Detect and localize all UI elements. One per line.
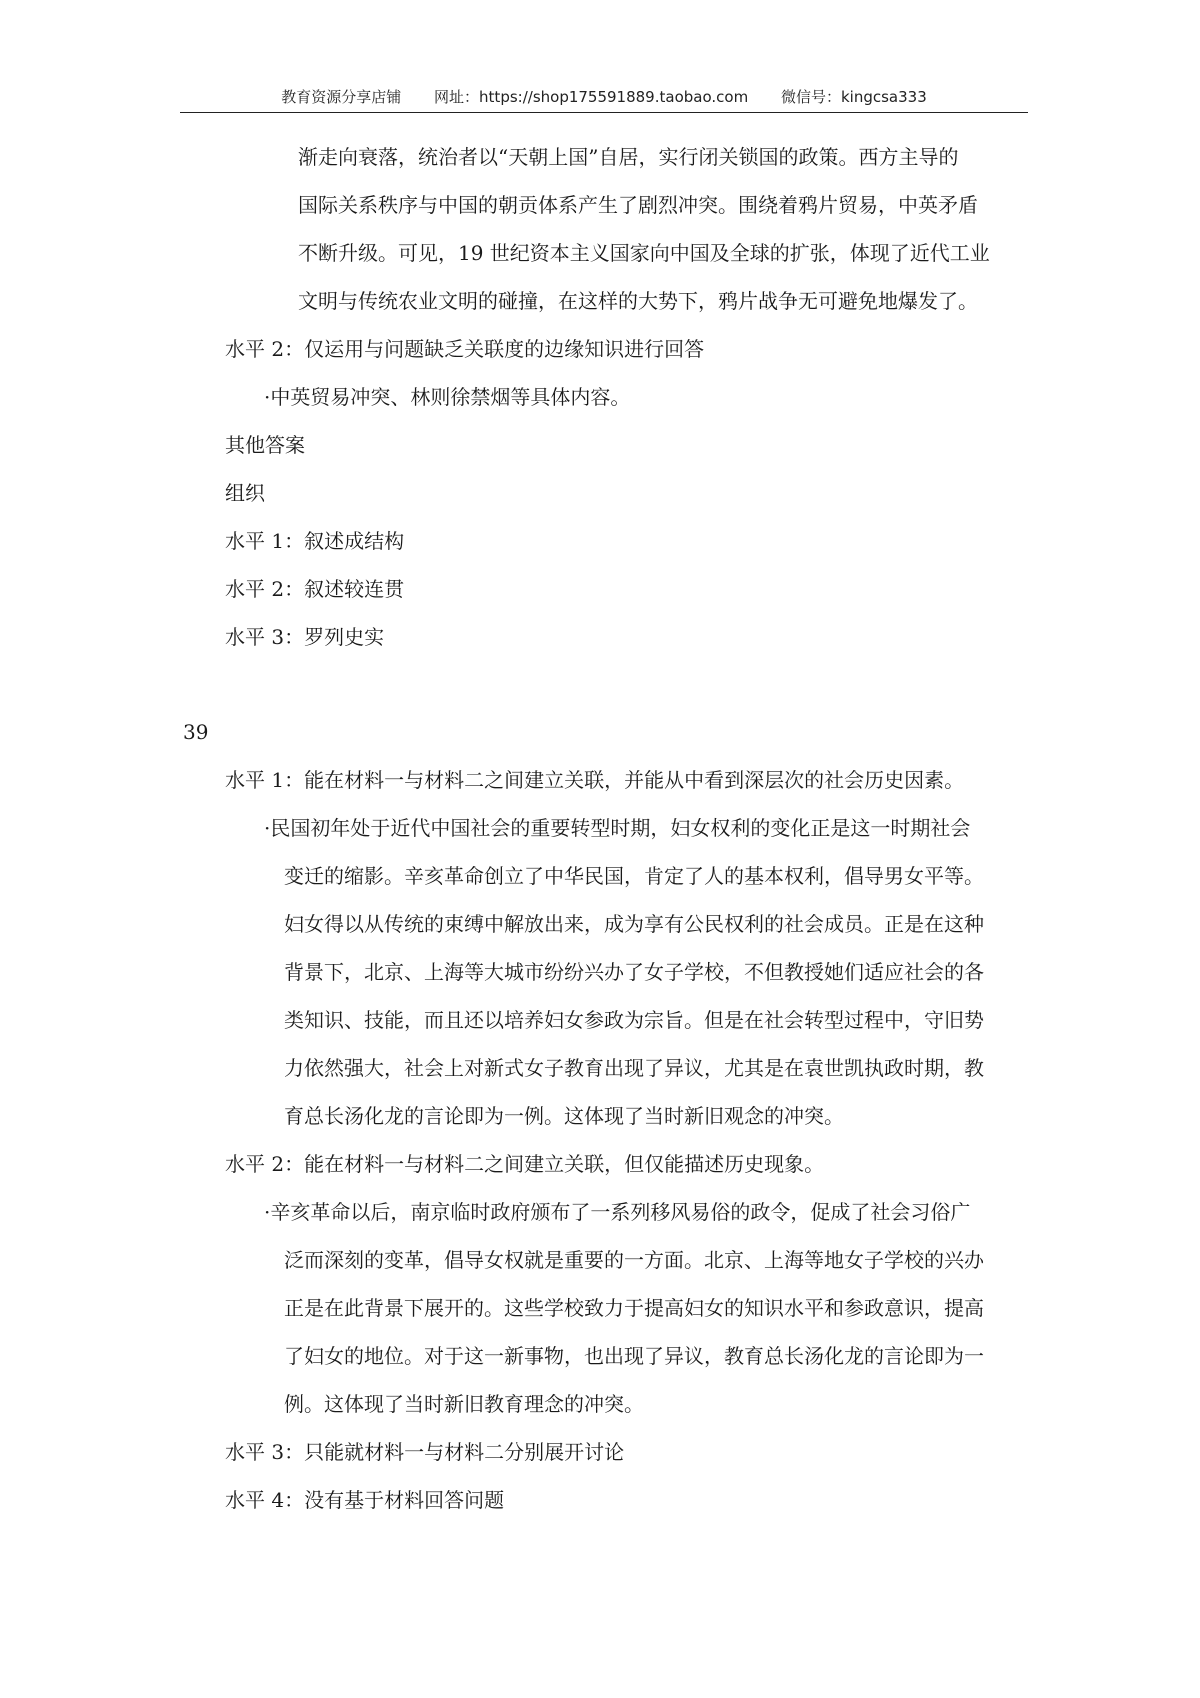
level-heading: 水平 2：叙述较连贯: [225, 577, 405, 601]
level-heading: 水平 1：能在材料一与材料二之间建立关联，并能从中看到深层次的社会历史因素。: [225, 768, 965, 792]
paragraph-line: 力依然强大，社会上对新式女子教育出现了异议，尤其是在袁世凯执政时期，教: [284, 1056, 984, 1080]
paragraph-line: 类知识、技能，而且还以培养妇女参政为宗旨。但是在社会转型过程中，守旧势: [284, 1008, 984, 1032]
paragraph-line: 不断升级。可见，19 世纪资本主义国家向中国及全球的扩张，体现了近代工业: [298, 241, 990, 265]
paragraph-line: 国际关系秩序与中国的朝贡体系产生了剧烈冲突。围绕着鸦片贸易，中英矛盾: [298, 193, 978, 217]
level-heading: 水平 2：能在材料一与材料二之间建立关联，但仅能描述历史现象。: [225, 1152, 825, 1176]
section-label: 组织: [225, 481, 265, 505]
level-heading: 水平 3：罗列史实: [225, 625, 385, 649]
level-heading: 水平 1：叙述成结构: [225, 529, 405, 553]
paragraph-line: 文明与传统农业文明的碰撞，在这样的大势下，鸦片战争无可避免地爆发了。: [298, 289, 978, 313]
paragraph-line: 正是在此背景下展开的。这些学校致力于提高妇女的知识水平和参政意识，提高: [284, 1296, 984, 1320]
paragraph-line: ·辛亥革命以后，南京临时政府颁布了一系列移风易俗的政令，促成了社会习俗广: [264, 1200, 971, 1224]
paragraph-line: 了妇女的地位。对于这一新事物，也出现了异议，教育总长汤化龙的言论即为一: [284, 1344, 984, 1368]
bullet-item: ·中英贸易冲突、林则徐禁烟等具体内容。: [264, 385, 631, 409]
paragraph-line: 育总长汤化龙的言论即为一例。这体现了当时新旧观念的冲突。: [284, 1104, 844, 1128]
paragraph-line: 例。这体现了当时新旧教育理念的冲突。: [284, 1392, 644, 1416]
paragraph-line: 妇女得以从传统的束缚中解放出来，成为享有公民权利的社会成员。正是在这种: [284, 912, 984, 936]
question-number: 39: [183, 720, 209, 744]
level-heading: 水平 2：仅运用与问题缺乏关联度的边缘知识进行回答: [225, 337, 705, 361]
header-shop-name: 教育资源分享店铺: [281, 88, 402, 106]
level-heading: 水平 4：没有基于材料回答问题: [225, 1488, 505, 1512]
paragraph-line: 背景下，北京、上海等大城市纷纷兴办了女子学校，不但教授她们适应社会的各: [284, 960, 984, 984]
paragraph-line: 渐走向衰落，统治者以“天朝上国”自居，实行闭关锁国的政策。西方主导的: [298, 145, 959, 169]
paragraph-line: 变迁的缩影。辛亥革命创立了中华民国，肯定了人的基本权利，倡导男女平等。: [284, 864, 984, 888]
page-header: [180, 84, 1028, 113]
paragraph-line: 泛而深刻的变革，倡导女权就是重要的一方面。北京、上海等地女子学校的兴办: [284, 1248, 984, 1272]
paragraph-line: ·民国初年处于近代中国社会的重要转型时期，妇女权利的变化正是这一时期社会: [264, 816, 971, 840]
header-wechat: 微信号：kingcsa333: [780, 88, 927, 106]
header-url: 网址：https://shop175591889.taobao.com: [434, 88, 749, 106]
level-heading: 水平 3：只能就材料一与材料二分别展开讨论: [225, 1440, 625, 1464]
section-label: 其他答案: [225, 433, 305, 457]
